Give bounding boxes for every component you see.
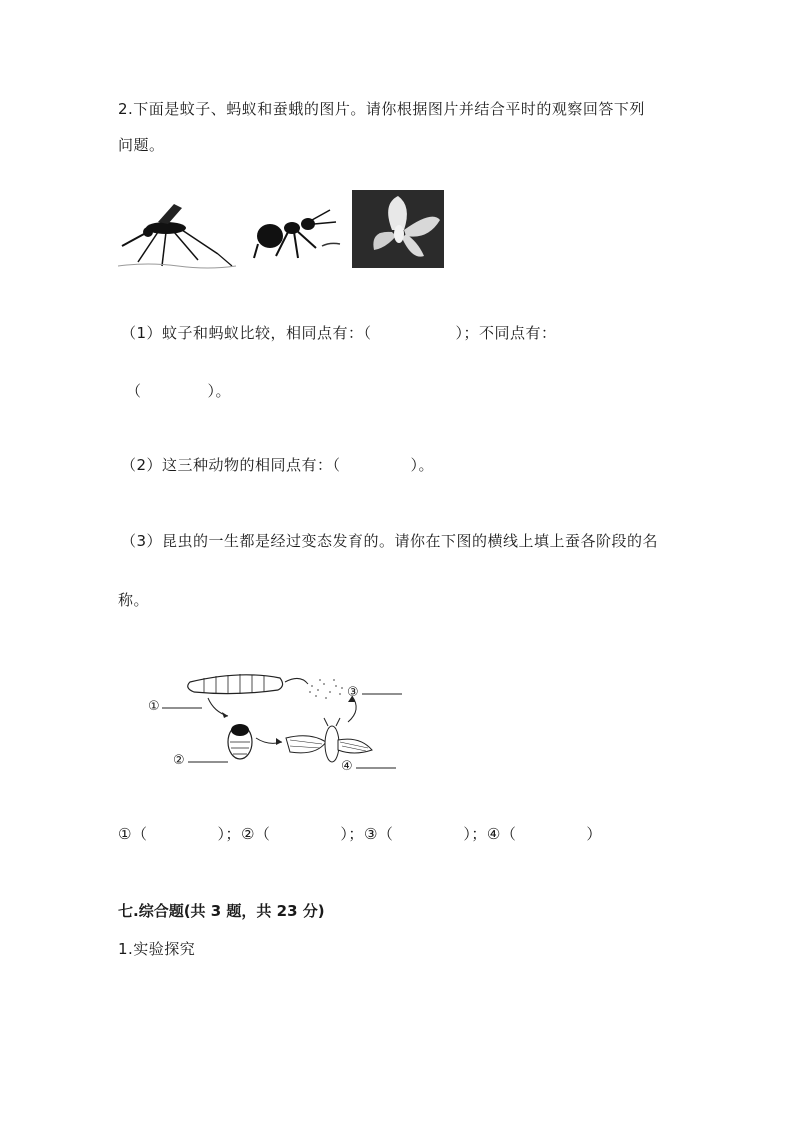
sub3-line2: 称。 xyxy=(118,591,150,609)
sub1-text-b: ）；不同点有： xyxy=(455,324,557,342)
answer-4-open: ④（ xyxy=(486,825,517,843)
sub1-line2 xyxy=(126,380,231,401)
sub3-line1: （3）昆虫的一生都是经过变态发育的。请你在下图的横线上填上蚕各阶段的名 xyxy=(121,532,659,550)
answer-2-open: ②（ xyxy=(240,825,271,843)
sub1-text-d: ）。 xyxy=(207,382,232,400)
section7-heading: 七.综合题(共 3 题，共 23 分) xyxy=(118,902,325,920)
sub1-text-c: （ xyxy=(126,382,142,400)
larva-icon xyxy=(188,674,283,694)
diagram-label-2: ② xyxy=(173,753,185,768)
q2-intro-line2: 问题。 xyxy=(118,136,165,154)
answer-4-close: ） xyxy=(586,825,602,843)
pupa-icon xyxy=(228,724,252,759)
mosquito-icon xyxy=(118,196,240,270)
diagram-label-3: ③ xyxy=(347,685,359,700)
answer-3-close: ）； xyxy=(463,825,487,843)
adult-moth-icon xyxy=(286,718,372,762)
answer-1-open: ①（ xyxy=(118,825,148,843)
sub2-line xyxy=(121,454,434,475)
diagram-label-4: ④ xyxy=(341,759,353,774)
sub1-text-a: （1）蚊子和蚂蚁比较，相同点有：（ xyxy=(121,324,372,342)
ant-icon xyxy=(250,206,342,262)
diagram-label-1: ① xyxy=(148,699,160,714)
sub2-text-a: （2）这三种动物的相同点有：（ xyxy=(121,456,341,474)
sub1-line xyxy=(121,322,557,343)
q2-intro-line1: 2.下面是蚊子、蚂蚁和蚕蛾的图片。请你根据图片并结合平时的观察回答下列 xyxy=(118,100,645,118)
moth-photo xyxy=(352,190,444,268)
answer-3-open: ③（ xyxy=(363,825,394,843)
answer-2-close: ）； xyxy=(340,825,364,843)
eggs-icon xyxy=(309,679,343,699)
answer-1-close: ）； xyxy=(217,825,241,843)
sub2-text-b: ）。 xyxy=(410,456,435,474)
section7-q1-title: 1.实验探究 xyxy=(118,940,196,958)
answer-line xyxy=(118,823,602,844)
